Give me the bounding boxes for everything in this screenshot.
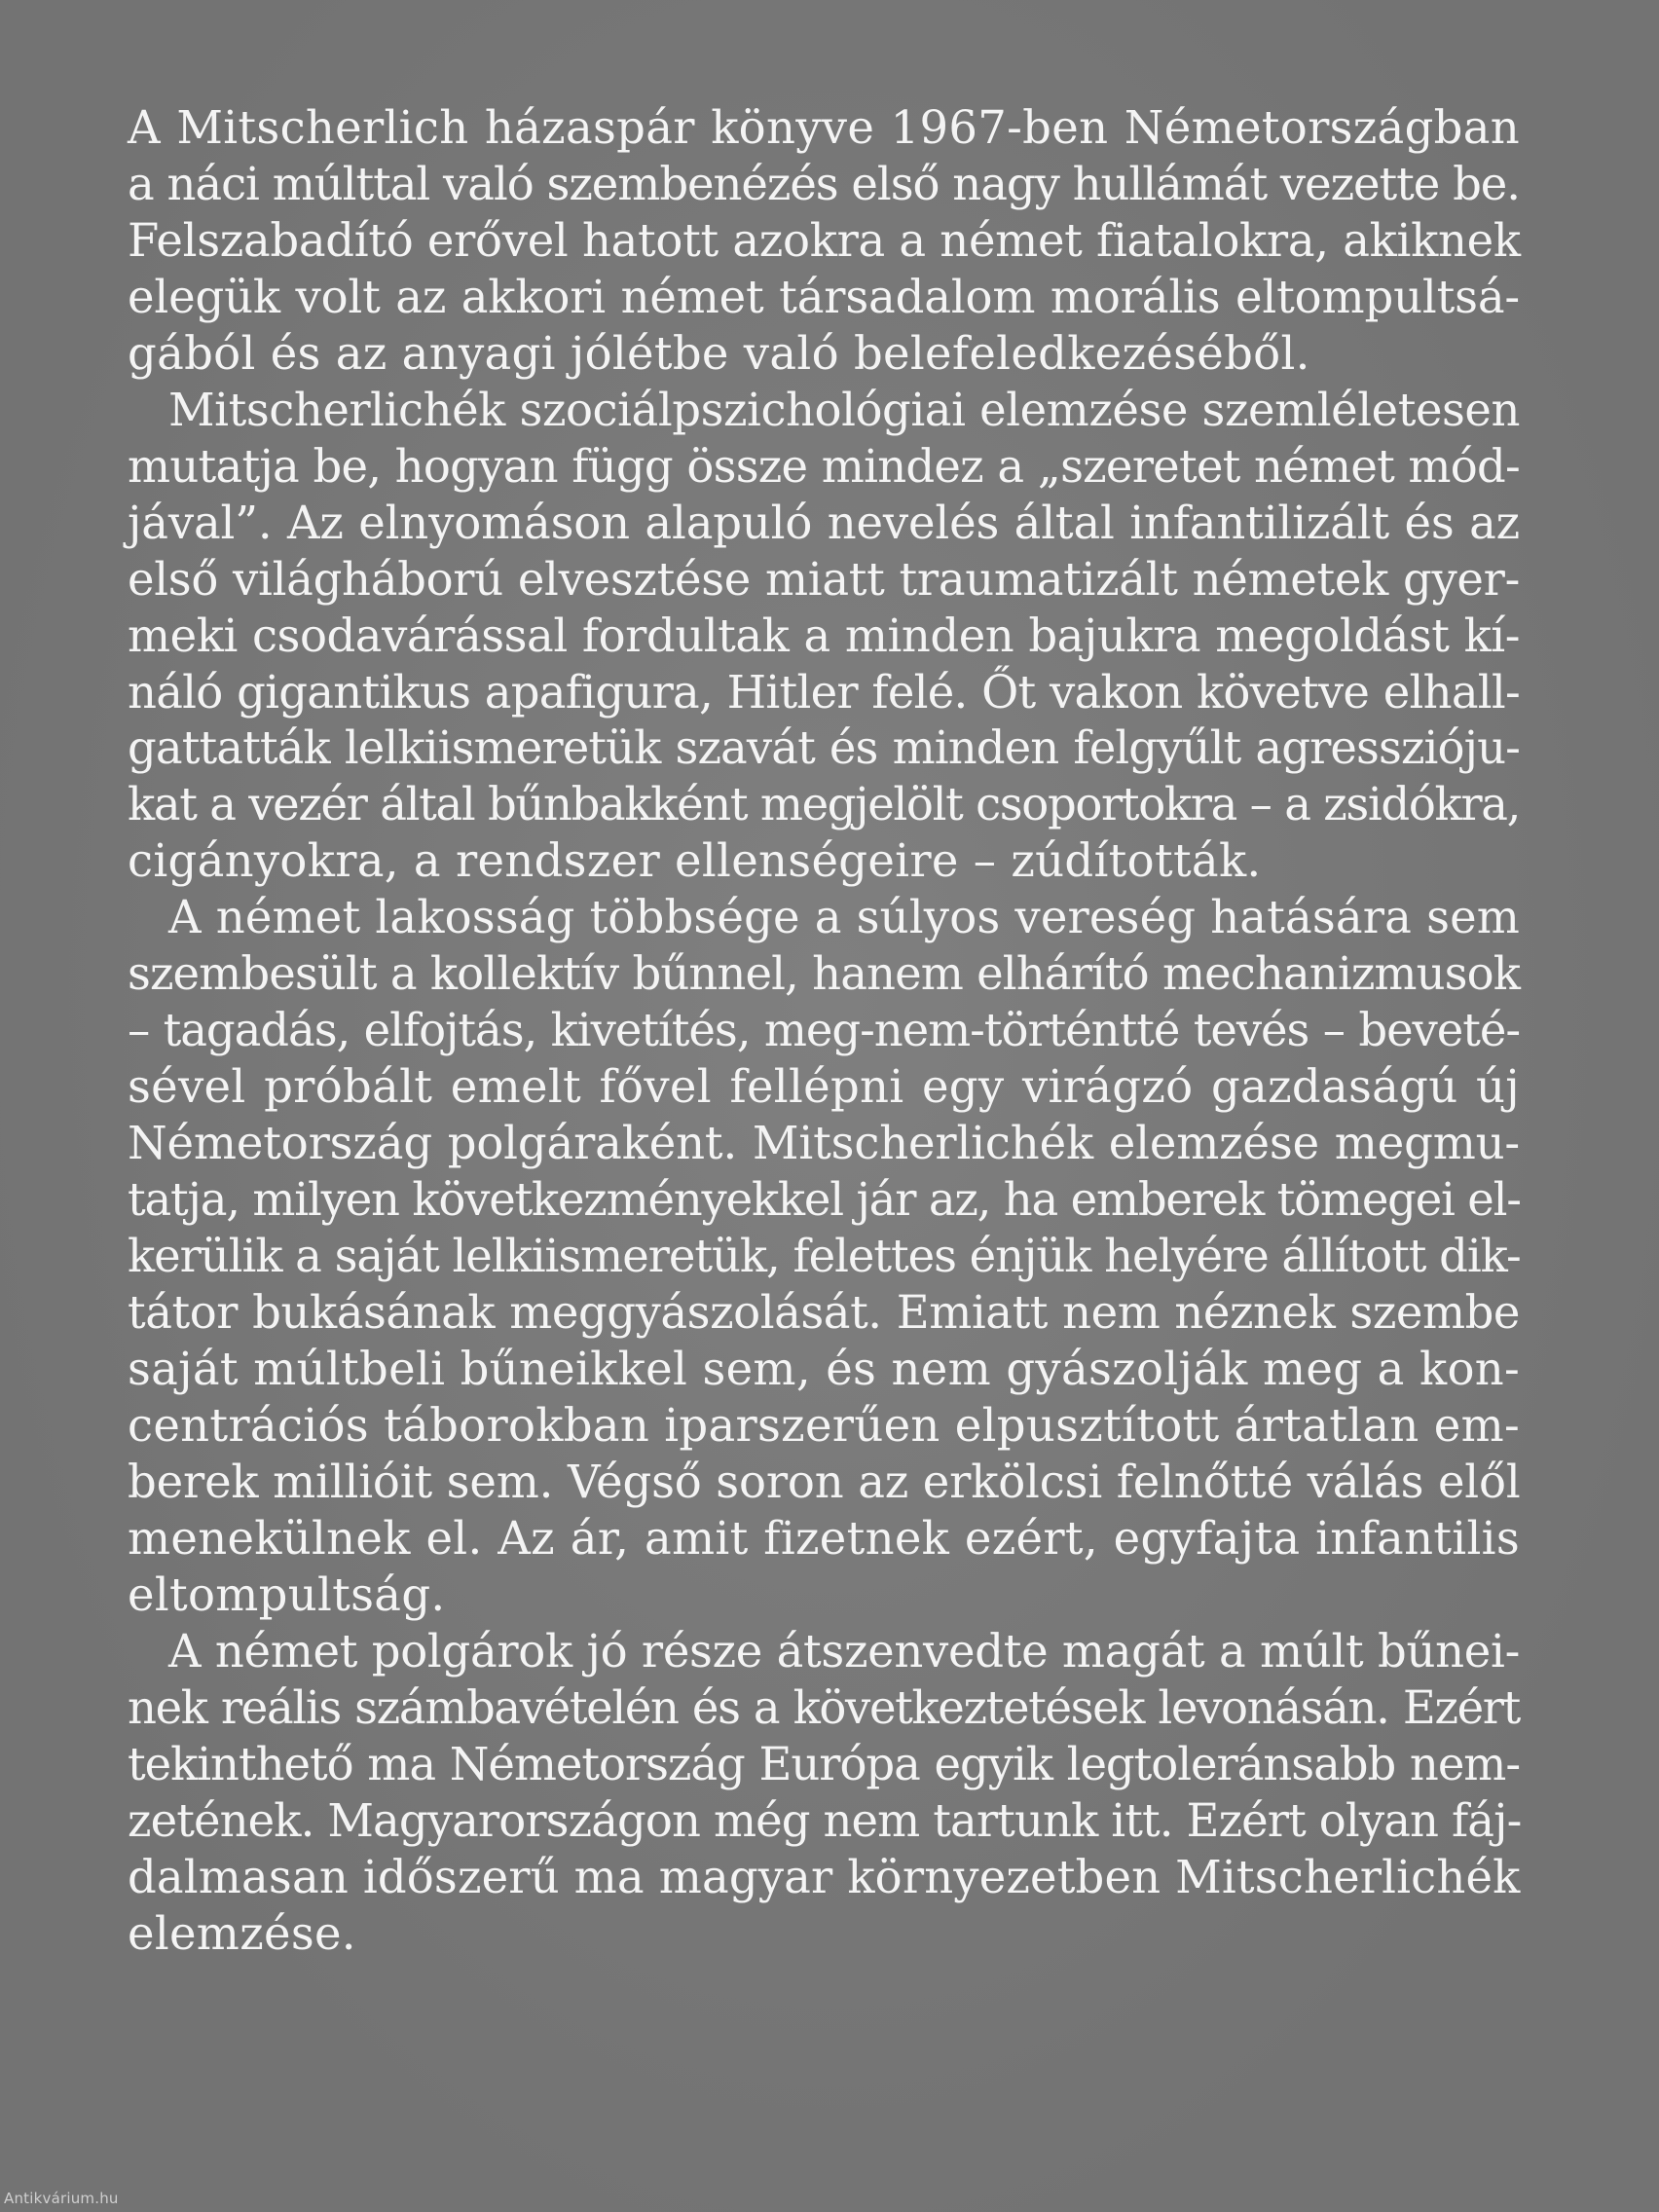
text-line: nek reális számbavételén és a következtetések levonásán. Ezért — [128, 1680, 1520, 1734]
text-line: eltompultság. — [128, 1567, 446, 1621]
text-line: Mitscherlichék szociálpszichológiai elemzése szemléletesen — [168, 383, 1520, 436]
text-line: kat a vezér által bűnbakként megjelölt csoportokra – a zsidókra, — [128, 778, 1520, 831]
text-line: náló gigantikus apafigura, Hitler felé. Őt vakon követve elhall- — [128, 665, 1520, 719]
text-line: – tagadás, elfojtás, kivetítés, meg-nem-történtté tevés – beveté- — [128, 1004, 1520, 1057]
text-line: saját múltbeli bűneikkel sem, és nem gyászolják meg a kon- — [128, 1342, 1520, 1395]
watermark-text: Antikvárium.hu — [4, 2190, 119, 2207]
text-line: zetének. Magyarországon még nem tartunk itt. Ezért olyan fáj- — [128, 1793, 1522, 1847]
text-line: Németország polgáraként. Mitscherlichék elemzése megmu- — [128, 1117, 1520, 1170]
text-line: tátor bukásának meggyászolását. Emiatt nem néznek szembe — [128, 1286, 1520, 1340]
text-line: centrációs táborokban iparszerűen elpusztított ártatlan em- — [128, 1398, 1520, 1452]
paragraph — [128, 383, 1520, 891]
text-line: cigányokra, a rendszer ellenségeire – zúdították. — [128, 834, 1262, 888]
text-line: meki csodavárással fordultak a minden bajukra megoldást kí- — [128, 608, 1520, 662]
text-line: A német lakosság többsége a súlyos vereség hatására sem — [168, 891, 1520, 944]
text-line: menekülnek el. Az ár, amit fizetnek ezért, egyfajta infantilis — [128, 1511, 1520, 1565]
blurb-text-block — [128, 100, 1520, 1962]
text-line: mutatja be, hogyan függ össze mindez a „szeretet német mód- — [128, 439, 1520, 493]
text-line: gattatták lelkiismeretük szavát és minden felgyűlt agresszióju- — [128, 721, 1520, 775]
text-line: elegük volt az akkori német társadalom morális eltompultsá- — [128, 270, 1520, 323]
text-line: jával”. Az elnyomáson alapuló nevelés által infantilizált és az — [128, 496, 1520, 549]
text-line: A Mitscherlich házaspár könyve 1967-ben Németországban — [128, 101, 1520, 154]
text-line: dalmasan időszerű ma magyar környezetben Mitscherlichék — [128, 1850, 1521, 1903]
text-line: A német polgárok jó része átszenvedte magát a múlt bűnei- — [168, 1624, 1520, 1677]
text-line: Felszabadító erővel hatott azokra a német fiatalokra, akiknek — [128, 213, 1521, 267]
paragraph — [128, 890, 1520, 1623]
text-line: szembesült a kollektív bűnnel, hanem elhárító mechanizmusok — [128, 947, 1520, 1001]
paragraph — [128, 100, 1520, 383]
text-line: kerülik a saját lelkiismeretük, felettes énjük helyére állított dik- — [128, 1230, 1521, 1283]
text-line: tatja, milyen következményekkel jár az, ha emberek tömegei el- — [128, 1173, 1521, 1227]
text-line: berek millióit sem. Végső soron az erkölcsi felnőtté válás elől — [128, 1455, 1521, 1508]
text-line: első világháború elvesztése miatt traumatizált németek gyer- — [128, 552, 1520, 606]
text-line: gából és az anyagi jólétbe való belefeledkezéséből. — [128, 326, 1310, 380]
text-line: sével próbált emelt fővel fellépni egy virágzó gazdaságú új — [128, 1060, 1520, 1114]
text-line: elemzése. — [128, 1906, 356, 1960]
text-line: a náci múlttal való szembenézés első nagy hullámát vezette be. — [128, 157, 1520, 210]
paragraph — [128, 1624, 1520, 1963]
text-line: tekinthető ma Németország Európa egyik legtoleránsabb nem- — [128, 1737, 1520, 1790]
